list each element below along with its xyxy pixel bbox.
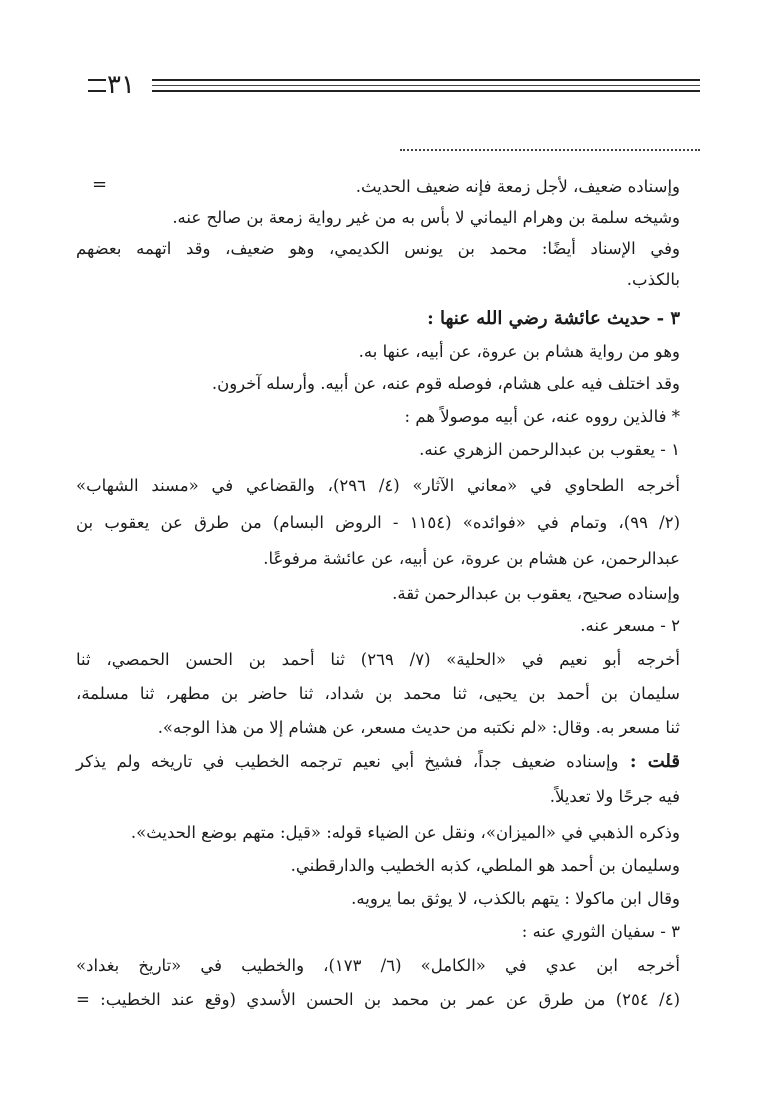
- text-line: أخرجه ابن عدي في «الكامل» (٦/ ١٧٣)، والخطيب في «تاريخ بغداد»: [76, 956, 681, 975]
- text-line: وهو من رواية هشام بن عروة، عن أبيه، عنها به.: [358, 342, 680, 361]
- text-line: (٤/ ٢٥٤) من طرق عن عمر بن محمد بن الحسن الأسدي (وقع عند الخطيب: =: [76, 990, 680, 1009]
- text-line: أخرجه الطحاوي في «معاني الآثار» (٤/ ٢٩٦)، والقضاعي في «مسند الشهاب»: [76, 476, 680, 495]
- text-line: ثنا مسعر به. وقال: «لم نكتبه من حديث مسعر، عن هشام إلا من هذا الوجه».: [157, 718, 680, 737]
- text-line: ٣ - سفيان الثوري عنه :: [521, 922, 680, 941]
- text-line: وسليمان بن أحمد هو الملطي، كذبه الخطيب والدارقطني.: [290, 856, 680, 875]
- text-line: وقد اختلف فيه على هشام، فوصله قوم عنه، عن أبيه. وأرسله آخرون.: [211, 374, 680, 393]
- header-rule-left: [88, 79, 106, 92]
- header-rule: [152, 79, 700, 92]
- text-line: وشيخه سلمة بن وهرام اليماني لا بأس به من غير رواية زمعة بن صالح عنه.: [172, 208, 680, 227]
- text-line: فيه جرحًا ولا تعديلاً.: [549, 787, 680, 806]
- text-line: سليمان بن أحمد بن يحيى، ثنا محمد بن شداد، ثنا حاضر بن مطهر، ثنا مسلمة،: [76, 684, 680, 703]
- text-line: وفي الإسناد أيضًا: محمد بن يونس الكديمي، وهو ضعيف، وقد اتهمه بعضهم: [76, 239, 680, 258]
- text-line: وذكره الذهبي في «الميزان»، ونقل عن الضياء قوله: «قيل: متهم بوضع الحديث».: [130, 823, 680, 842]
- text-line: أخرجه أبو نعيم في «الحلية» (٧/ ٢٦٩) ثنا أحمد بن الحسن الحمصي، ثنا: [76, 650, 680, 669]
- text-line: بالكذب.: [626, 270, 680, 289]
- text-line: وقال ابن ماكولا : يتهم بالكذب، لا يوثق بما يرويه.: [351, 889, 680, 908]
- text-line: وإسناده ضعيف، لأجل زمعة فإنه ضعيف الحديث.: [355, 177, 680, 196]
- text-line: عبدالرحمن، عن هشام بن عروة، عن أبيه، عن عائشة مرفوعًا.: [263, 549, 680, 568]
- text-line: [76, 751, 680, 773]
- text-line: ٢ - مسعر عنه.: [580, 616, 680, 635]
- text-line: * فالذين رووه عنه، عن أبيه موصولاً هم :: [404, 407, 680, 426]
- page-number: ٣١: [107, 70, 135, 100]
- text-line: (٢/ ٩٩)، وتمام في «فوائده» (١١٥٤ - الروض البسام) من طرق عن يعقوب بن: [76, 513, 681, 532]
- text-line: وإسناده صحيح، يعقوب بن عبدالرحمن ثقة.: [392, 584, 680, 603]
- section-heading: ٣ - حديث عائشة رضي الله عنها :: [427, 308, 680, 329]
- note-label: قلت :: [618, 751, 680, 772]
- dotted-separator: [400, 149, 700, 151]
- text-line: ١ - يعقوب بن عبدالرحمن الزهري عنه.: [419, 440, 680, 459]
- note-text: وإسناده ضعيف جداً، فشيخ أبي نعيم ترجمه الخطيب في تاريخه ولم يذكر: [76, 752, 619, 771]
- continuation-mark: =: [92, 174, 108, 195]
